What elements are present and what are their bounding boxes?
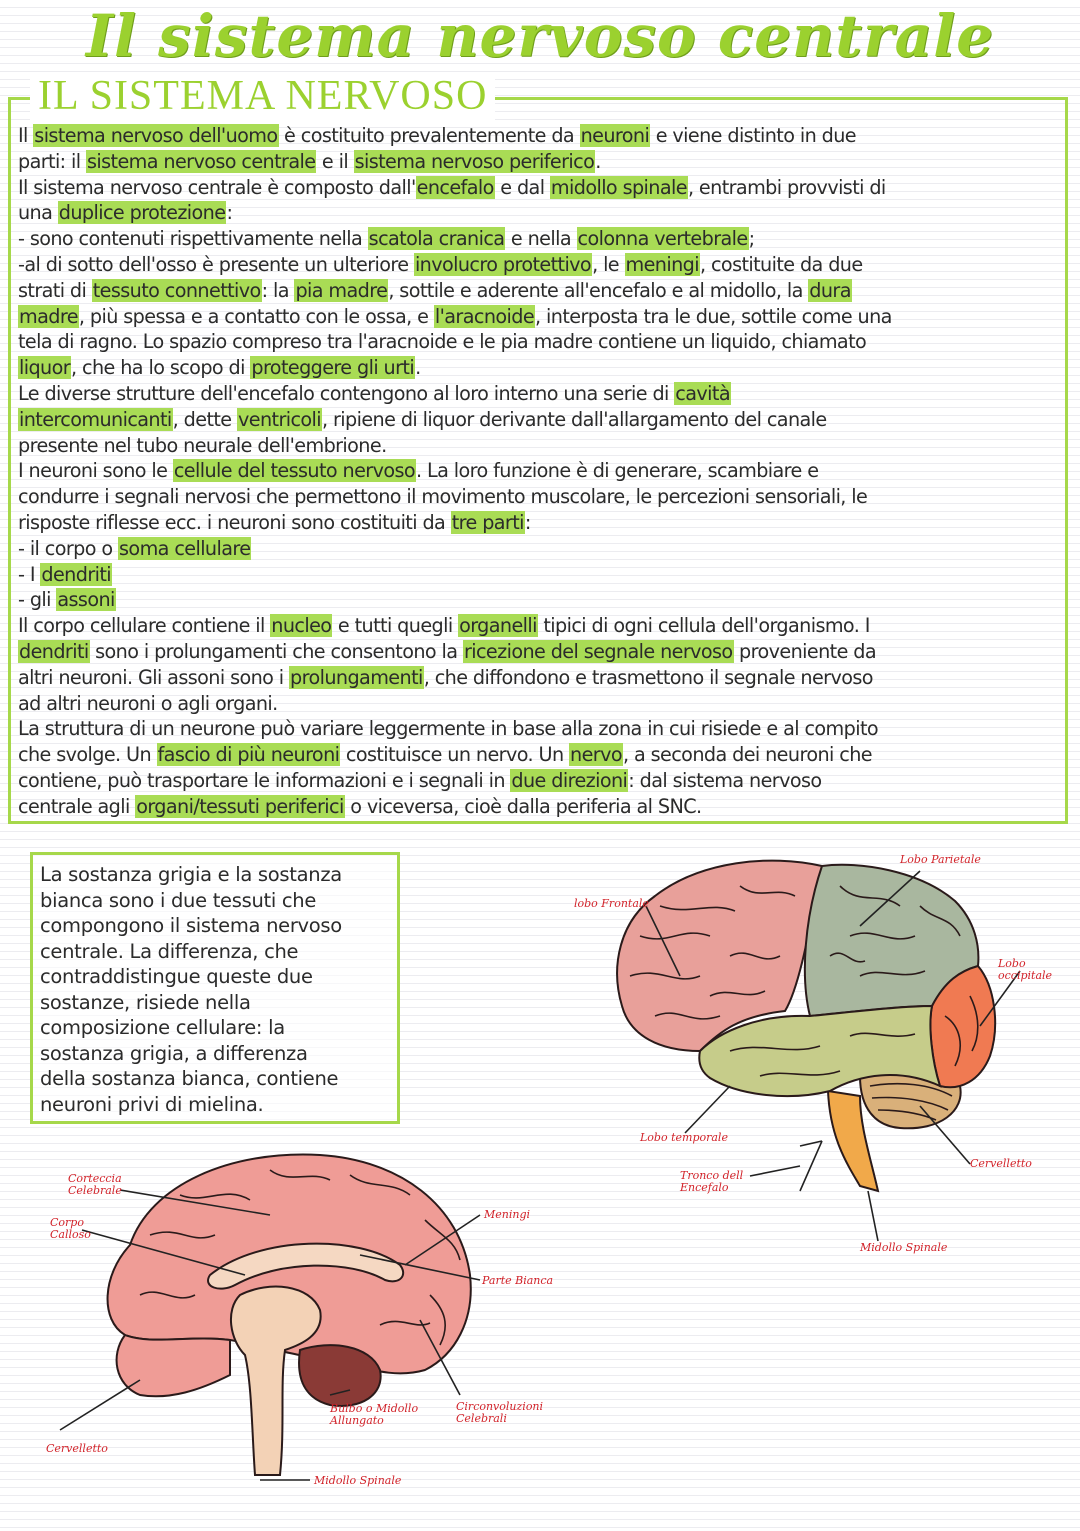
body-line	[18, 381, 1058, 407]
label-lobo-frontale: lobo Frontale	[574, 897, 649, 910]
highlighted-term: organi/tessuti periferici	[136, 794, 344, 818]
text-segment: , costituite da due	[699, 252, 863, 276]
body-line	[18, 510, 1058, 536]
text-segment: e nella	[505, 227, 577, 251]
highlighted-term: assoni	[57, 588, 115, 612]
highlighted-term: proteggere gli urti	[251, 356, 415, 380]
text-segment: contiene, può trasportare le informazioni e i segnali in	[18, 768, 511, 792]
sostanza-line: La sostanza grigia e la sostanza	[40, 863, 342, 886]
highlighted-term: dura	[809, 278, 851, 302]
highlighted-term: intercomunicanti	[19, 407, 172, 431]
text-segment: sono i prolungamenti che consentono la	[89, 639, 463, 663]
highlighted-term: cavità	[675, 381, 730, 405]
highlighted-term: ricezione del segnale nervoso	[463, 639, 733, 663]
label-midollo-sagittal: Midollo Spinale	[314, 1474, 402, 1487]
text-segment: Il sistema nervoso centrale è composto dall'	[18, 175, 416, 199]
highlighted-term: colonna vertebrale	[577, 227, 748, 251]
text-segment: tela di ragno. Lo spazio compreso tra l'aracnoide e le pia madre contiene un liquido, chiamato	[18, 330, 867, 354]
sostanza-line: composizione cellulare: la	[40, 1016, 285, 1039]
text-segment: : la	[261, 278, 295, 302]
text-segment: , entrambi provvisti di	[687, 175, 886, 199]
body-line	[18, 613, 1058, 639]
body-line	[18, 355, 1058, 381]
text-segment: , le	[592, 252, 625, 276]
body-line	[18, 794, 1058, 820]
highlighted-term: sistema nervoso centrale	[87, 149, 316, 173]
body-line	[18, 536, 1058, 562]
text-segment: I neuroni sono le	[18, 459, 173, 483]
sostanza-line: neuroni privi di mielina.	[40, 1092, 264, 1116]
sagittal-brain-drawing	[30, 1145, 570, 1525]
text-segment: , ripiene di liquor derivante dall'allargamento del canale	[322, 407, 827, 431]
body-line	[18, 123, 1058, 149]
text-segment: Il corpo cellulare contiene il	[18, 614, 271, 638]
text-segment: , interposta tra le due, sottile come una	[535, 304, 892, 328]
text-segment: e tutti quegli	[332, 614, 459, 638]
highlighted-term: nucleo	[271, 614, 332, 638]
label-corpo-calloso: Corpo Calloso	[50, 1216, 91, 1241]
text-segment: - I	[18, 562, 41, 586]
text-segment: , che diffondono e trasmettono il segnale nervoso	[423, 665, 873, 689]
text-segment: - sono contenuti rispettivamente nella	[18, 227, 368, 251]
body-line	[18, 742, 1058, 768]
text-segment: e il	[316, 149, 354, 173]
page-title: Il sistema nervoso centrale	[85, 2, 995, 70]
highlighted-term: involucro protettivo	[414, 252, 592, 276]
text-segment: Le diverse strutture dell'encefalo contengono al loro interno una serie di	[18, 381, 675, 405]
text-segment: proveniente da	[733, 639, 877, 663]
text-segment: :	[226, 201, 233, 225]
text-segment: .	[595, 149, 601, 173]
highlighted-term: meningi	[625, 252, 699, 276]
label-tronco: Tronco dell Encefalo	[680, 1169, 744, 1194]
section-title: IL SISTEMA NERVOSO	[30, 72, 495, 120]
text-segment: - gli	[18, 588, 57, 612]
highlighted-term: cellule del tessuto nervoso	[173, 459, 416, 483]
body-line	[18, 252, 1058, 278]
highlighted-term: prolungamenti	[290, 665, 423, 689]
highlighted-term: scatola cranica	[368, 227, 505, 251]
highlighted-term: tre parti	[451, 510, 524, 534]
section-body-text	[18, 123, 1058, 820]
lateral-brain-figure	[560, 846, 1070, 1276]
lateral-brain-drawing	[560, 846, 1070, 1276]
text-segment: costituisce un nervo. Un	[340, 743, 570, 767]
highlighted-term: duplice protezione	[58, 201, 226, 225]
highlighted-term: tessuto connettivo	[92, 278, 261, 302]
sostanza-line: bianca sono i due tessuti che	[40, 888, 317, 912]
sostanza-line: centrale. La differenza, che	[40, 939, 299, 963]
text-segment: :	[524, 510, 531, 534]
text-segment: La struttura di un neurone può variare leggermente in base alla zona in cui risiede e al compito	[18, 717, 879, 741]
highlighted-term: soma cellulare	[119, 536, 251, 560]
label-cervelletto-lateral: Cervelletto	[970, 1157, 1032, 1170]
highlighted-term: sistema nervoso periferico	[354, 149, 595, 173]
label-meningi: Meningi	[484, 1208, 531, 1221]
text-segment: parti: il	[18, 149, 87, 173]
text-segment: -al di sotto dell'osso è presente un ulteriore	[18, 252, 414, 276]
label-lobo-temporale: Lobo temporale	[640, 1131, 728, 1144]
highlighted-term: ventricoli	[238, 407, 322, 431]
highlighted-term: dendriti	[41, 562, 111, 586]
body-line	[18, 149, 1058, 175]
text-segment: ad altri neuroni o agli organi.	[18, 691, 278, 715]
text-segment: , dette	[172, 407, 237, 431]
text-segment: una	[18, 201, 58, 225]
body-line	[18, 329, 1058, 355]
body-line	[18, 278, 1058, 304]
sostanza-line: contraddistingue queste due	[40, 965, 313, 988]
highlighted-term: nervo	[570, 743, 622, 767]
body-line	[18, 433, 1058, 459]
sostanza-text	[40, 862, 400, 1117]
text-segment: centrale agli	[18, 794, 136, 818]
highlighted-term: pia madre	[295, 278, 388, 302]
highlighted-term: l'aracnoide	[434, 304, 535, 328]
label-midollo-lateral: Midollo Spinale	[860, 1241, 948, 1254]
body-line	[18, 587, 1058, 613]
body-line	[18, 226, 1058, 252]
highlighted-term: liquor	[19, 356, 71, 380]
text-segment: - il corpo o	[18, 536, 119, 560]
label-parte-bianca: Parte Bianca	[482, 1274, 554, 1287]
body-line	[18, 716, 1058, 742]
text-segment: . La loro funzione è di generare, scambiare e	[416, 459, 819, 483]
body-line	[18, 484, 1058, 510]
text-segment: è costituito prevalentemente da	[278, 124, 580, 147]
body-line	[18, 458, 1058, 484]
text-segment: .	[415, 356, 421, 380]
label-cervelletto-sagittal: Cervelletto	[46, 1442, 108, 1455]
sostanza-line: della sostanza bianca, contiene	[40, 1067, 339, 1090]
highlighted-term: midollo spinale	[550, 175, 687, 199]
highlighted-term: encefalo	[416, 175, 494, 199]
label-corteccia: Corteccia Celebrale	[68, 1172, 122, 1197]
text-segment: risposte riflesse ecc. i neuroni sono costituiti da	[18, 510, 451, 534]
label-lobo-occipitale: Lobo occipitale	[998, 957, 1053, 982]
sagittal-cerebellum	[299, 1345, 381, 1406]
text-segment: , sottile e aderente all'encefalo e al midollo, la	[388, 278, 809, 302]
text-segment: ;	[748, 227, 755, 251]
text-segment: o viceversa, cioè dalla periferia al SNC.	[344, 794, 702, 818]
sostanza-line: sostanza grigia, a differenza	[40, 1041, 308, 1065]
highlighted-term: sistema nervoso dell'uomo	[34, 124, 278, 147]
highlighted-term: due direzioni	[511, 768, 628, 792]
highlighted-term: organelli	[459, 614, 537, 638]
body-line	[18, 691, 1058, 717]
highlighted-term: fascio di più neuroni	[157, 743, 340, 767]
body-line	[18, 304, 1058, 330]
sostanza-line: sostanze, risiede nella	[40, 990, 251, 1014]
text-segment: altri neuroni. Gli assoni sono i	[18, 665, 290, 689]
text-segment: e viene distinto in due	[650, 124, 856, 147]
body-line	[18, 639, 1058, 665]
text-segment: Il	[18, 124, 34, 147]
sostanza-line: compongono il sistema nervoso	[40, 914, 342, 937]
text-segment: che svolge. Un	[18, 743, 157, 767]
highlighted-term: dendriti	[19, 639, 89, 663]
body-line	[18, 768, 1058, 794]
label-circonvoluzioni: Circonvoluzioni Celebrali	[456, 1400, 544, 1425]
body-line	[18, 407, 1058, 433]
text-segment: , più spessa e a contatto con le ossa, e	[78, 304, 434, 328]
text-segment: e dal	[494, 175, 550, 199]
label-lobo-parietale: Lobo Parietale	[900, 853, 981, 866]
body-line	[18, 562, 1058, 588]
label-bulbo: Bulbo o Midollo Allungato	[330, 1402, 419, 1427]
text-segment: , che ha lo scopo di	[71, 356, 251, 380]
text-segment: , a seconda dei neuroni che	[622, 743, 872, 767]
body-line	[18, 175, 1058, 201]
text-segment: presente nel tubo neurale dell'embrione.	[18, 433, 387, 457]
body-line	[18, 200, 1058, 226]
text-segment: condurre i segnali nervosi che permettono il movimento muscolare, le percezioni sensoriali, le	[18, 485, 868, 509]
highlighted-term: madre	[19, 304, 78, 328]
text-segment: : dal sistema nervoso	[628, 768, 822, 792]
body-line	[18, 665, 1058, 691]
sagittal-brain-figure	[30, 1145, 570, 1525]
text-segment: strati di	[18, 278, 92, 302]
highlighted-term: neuroni	[580, 124, 650, 147]
text-segment: tipici di ogni cellula dell'organismo. I	[537, 614, 870, 638]
